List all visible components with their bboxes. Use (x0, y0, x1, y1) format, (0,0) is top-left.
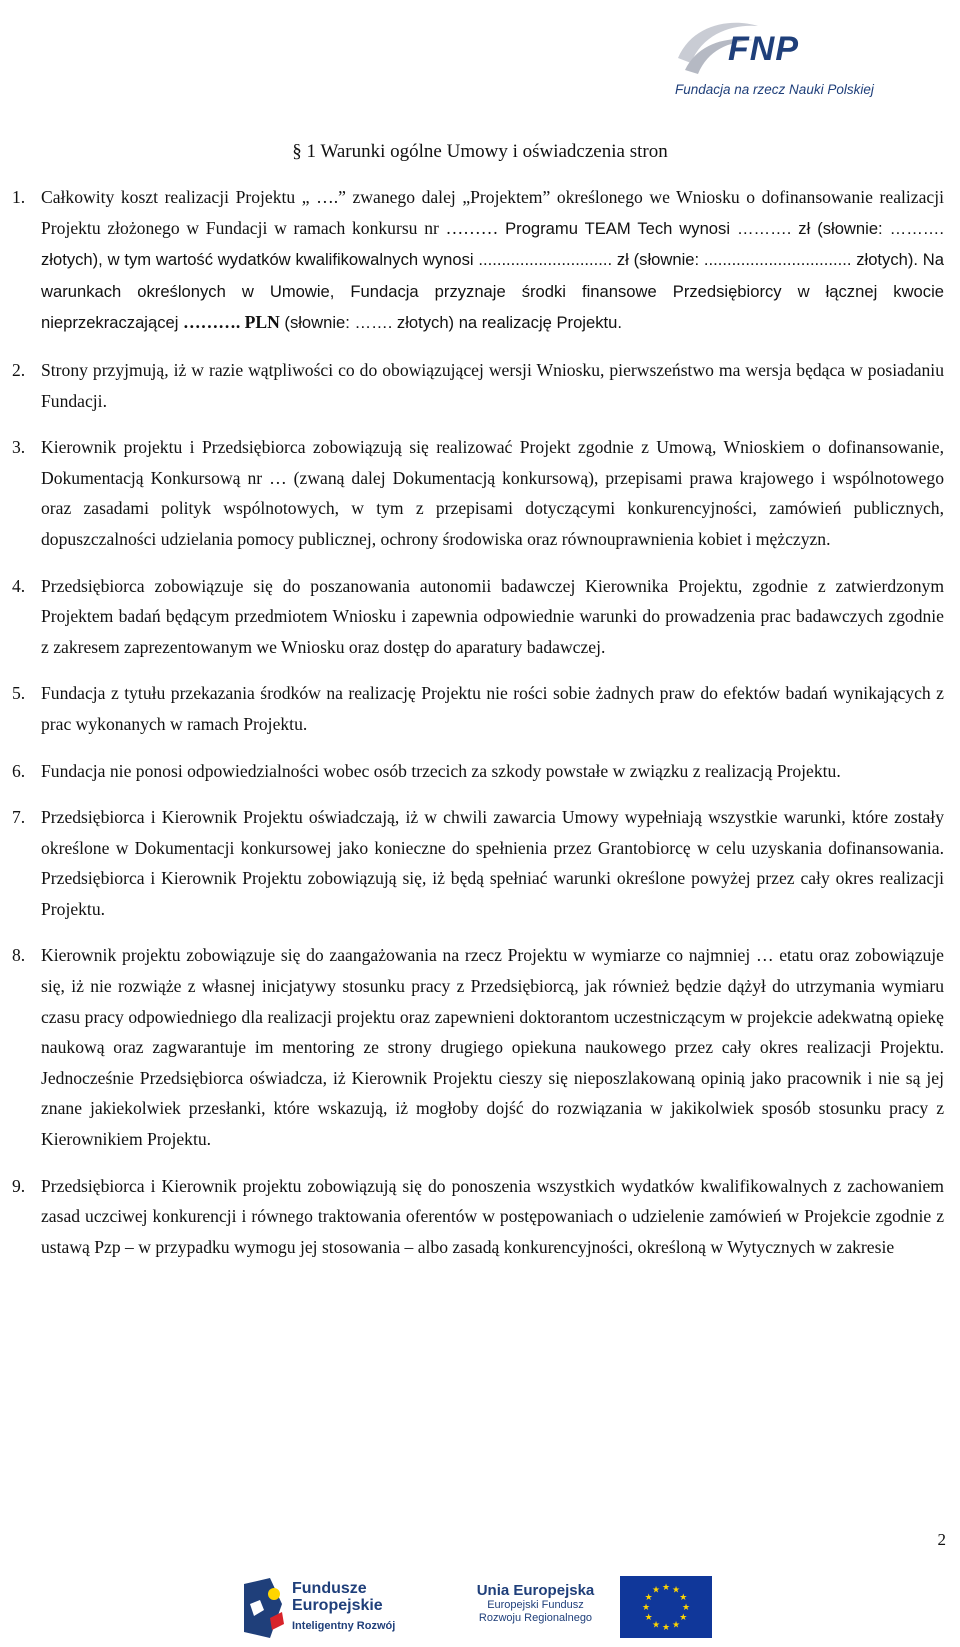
clause-text (41, 756, 944, 787)
clause-text-segment: ………. PLN (183, 312, 280, 333)
eu-star-icon: ★ (671, 1619, 681, 1630)
clause-item (12, 571, 944, 663)
clause-text-segment: Przedsiębiorca i Kierownik projektu zobowiązują się do ponoszenia wszystkich wydatków kwalifikowalnych z zachowaniem zasad uczciwej konkurencji i równego traktowania oferentów w postępowaniach o udzielenie zamówień w Projekcie zgodnie z ustawą Pzp – w przypadku wymogu jej stosowania – albo zasadą konkurencyjności, określoną w Wytycznych w zakresie (41, 1175, 944, 1257)
clause-text (41, 571, 944, 663)
clause-list (12, 182, 944, 1278)
clause-number: 5. (12, 683, 26, 704)
eu-star-icon: ★ (671, 1584, 681, 1595)
fundusze-europejskie-logo (240, 1574, 400, 1642)
clause-item (12, 802, 944, 924)
clause-item (12, 432, 944, 554)
eu-star-icon: ★ (651, 1584, 661, 1595)
clause-item (12, 182, 944, 339)
clause-text (41, 1171, 944, 1263)
eu-star-icon: ★ (679, 1592, 688, 1602)
fe-line1: Fundusze (292, 1580, 367, 1597)
eu-star-icon: ★ (644, 1592, 653, 1602)
ue-sub2: Rozwoju Regionalnego (478, 1612, 593, 1624)
clause-text (41, 182, 944, 339)
clause-number: 1. (12, 187, 26, 207)
fnp-logo (663, 12, 960, 102)
clause-text-segment: (słownie: ……. złotych) na realizację Projektu. (279, 313, 622, 333)
footer-logos (0, 1568, 960, 1647)
clause-text-segment: Fundacja nie ponosi odpowiedzialności wobec osób trzecich za szkody powstałe w związku z realizacją Projektu. (41, 760, 841, 781)
ue-title: Unia Europejska (476, 1582, 595, 1599)
clause-item (12, 1171, 944, 1263)
clause-text (41, 355, 944, 416)
clause-number: 7. (12, 807, 26, 828)
clause-number: 4. (12, 575, 26, 596)
eu-star-icon: ★ (651, 1619, 661, 1630)
clause-number: 2. (12, 359, 26, 380)
clause-text (41, 678, 944, 739)
clause-text (41, 802, 944, 924)
unia-europejska-text (458, 1582, 613, 1625)
clause-item (12, 678, 944, 739)
fe-star-icon (240, 1574, 288, 1642)
clause-text-segment: Programu TEAM Tech wynosi ………. zł (słownie: ………. złotych), w tym wartość wydatków kwalifikowalnych wynosi ............................. zł (słownie: ................................ złotych). Na warunkach określonych w Umowie, Fundacja przyznaje środki finansowe Przedsiębiorcy w łącznej kwocie nieprzekraczającej (41, 218, 944, 333)
section-title: § 1 Warunki ogólne Umowy i oświadczenia stron (292, 141, 668, 162)
eu-star-icon: ★ (644, 1612, 653, 1622)
fnp-logo-subtitle: Fundacja na rzecz Nauki Polskiej (675, 82, 874, 97)
eu-star-icon: ★ (641, 1602, 651, 1612)
fe-line2: Europejskie (292, 1597, 383, 1614)
clause-number: 6. (12, 760, 26, 781)
eu-star-icon: ★ (661, 1582, 671, 1592)
clause-text-segment: Kierownik projektu i Przedsiębiorca zobowiązują się realizować Projekt zgodnie z Umową, Wnioskiem o dofinansowanie, Dokumentacją Konkursową nr … (zwaną dalej Dokumentacją konkursową), przepisami prawa krajowego i wspólnotowego oraz zasadami polityk wspólnotowych, w tym z przepisami dotyczącymi konkurencyjności, zamówień publicznych, dopuszczalności udzielania pomocy publicznej, ochrony środowiska oraz równouprawnienia kobiet i mężczyzn. (41, 437, 944, 549)
eu-star-icon: ★ (661, 1622, 671, 1632)
fe-subtitle: Inteligentny Rozwój (292, 1620, 396, 1632)
clause-text-segment: Strony przyjmują, iż w razie wątpliwości co do obowiązującej wersji Wniosku, pierwszeństwo ma wersja będąca w posiadaniu Fundacji. (41, 359, 944, 411)
clause-text-segment: Kierownik projektu zobowiązuje się do zaangażowania na rzecz Projektu w wymiarze co najmniej … etatu oraz zobowiązuje się, iż nie rozwiąże z własnej inicjatywy stosunku pracy z Przedsiębiorcą, jak również będzie dążył do utrzymania wymiaru czasu pracy odpowiedniego dla realizacji projektu oraz zapewnieni doktorantom uczestniczącym w projekcie adekwatną opiekę naukową oraz zagwarantuje im mentoring ze strony drugiego opiekuna naukowego przez cały okres realizacji Projektu. Jednocześnie Przedsiębiorca oświadcza, iż Kierownik Projektu cieszy się nieposzlakowaną opinią jako pracownik i nie są jej znane jakiekolwiek przesłanki, które wskazują, iż mogłoby dojść do rozwiązania w jakikolwiek sposób stosunku pracy z Kierownikiem Projektu. (41, 945, 944, 1150)
clause-item (12, 940, 944, 1154)
clause-text-segment: Fundacja z tytułu przekazania środków na realizację Projektu nie rości sobie żadnych praw do efektów badań wynikających z prac wykonanych w ramach Projektu. (41, 683, 944, 734)
eu-star-icon: ★ (681, 1602, 691, 1612)
clause-text (41, 940, 944, 1154)
eu-star-icon: ★ (679, 1612, 688, 1622)
clause-text-segment: Przedsiębiorca zobowiązuje się do poszanowania autonomii badawczej Kierownika Projektu, zgodnie z zatwierdzonym Projektem badań będącym przedmiotem Wniosku i zapewnia odpowiednie warunki do prowadzenia prac badawczych zgodnie z zakresem zaprezentowanym we Wniosku oraz dostęp do aparatury badawczej. (41, 575, 944, 657)
clause-item (12, 756, 944, 787)
page-number: 2 (937, 1530, 946, 1549)
clause-number: 3. (12, 437, 26, 458)
fnp-logo-text: FNP (728, 30, 799, 68)
clause-item (12, 355, 944, 416)
eu-flag-icon (620, 1576, 712, 1638)
clause-text-segment: Całkowity koszt realizacji Projektu „ ….” zwanego dalej „Projektem” określonego we Wniosku o dofinansowanie realizacji Projektu złożonego w Fundacji w ramach konkursu nr ……… (41, 187, 944, 238)
clause-text (41, 432, 944, 554)
clause-number: 9. (12, 1175, 26, 1196)
clause-text-segment: Przedsiębiorca i Kierownik Projektu oświadczają, iż w chwili zawarcia Umowy wypełniają wszystkie warunki, które zostały określone w Dokumentacji konkursowej jako konieczne do spełnienia przez Grantobiorcę w celu uzyskania dofinansowania. Przedsiębiorca i Kierownik Projektu zobowiązują się, iż będą spełniać warunki określone powyżej przez cały okres realizacji Projektu. (41, 807, 944, 919)
ue-sub1: Europejski Fundusz (487, 1599, 584, 1611)
clause-number: 8. (12, 945, 26, 966)
